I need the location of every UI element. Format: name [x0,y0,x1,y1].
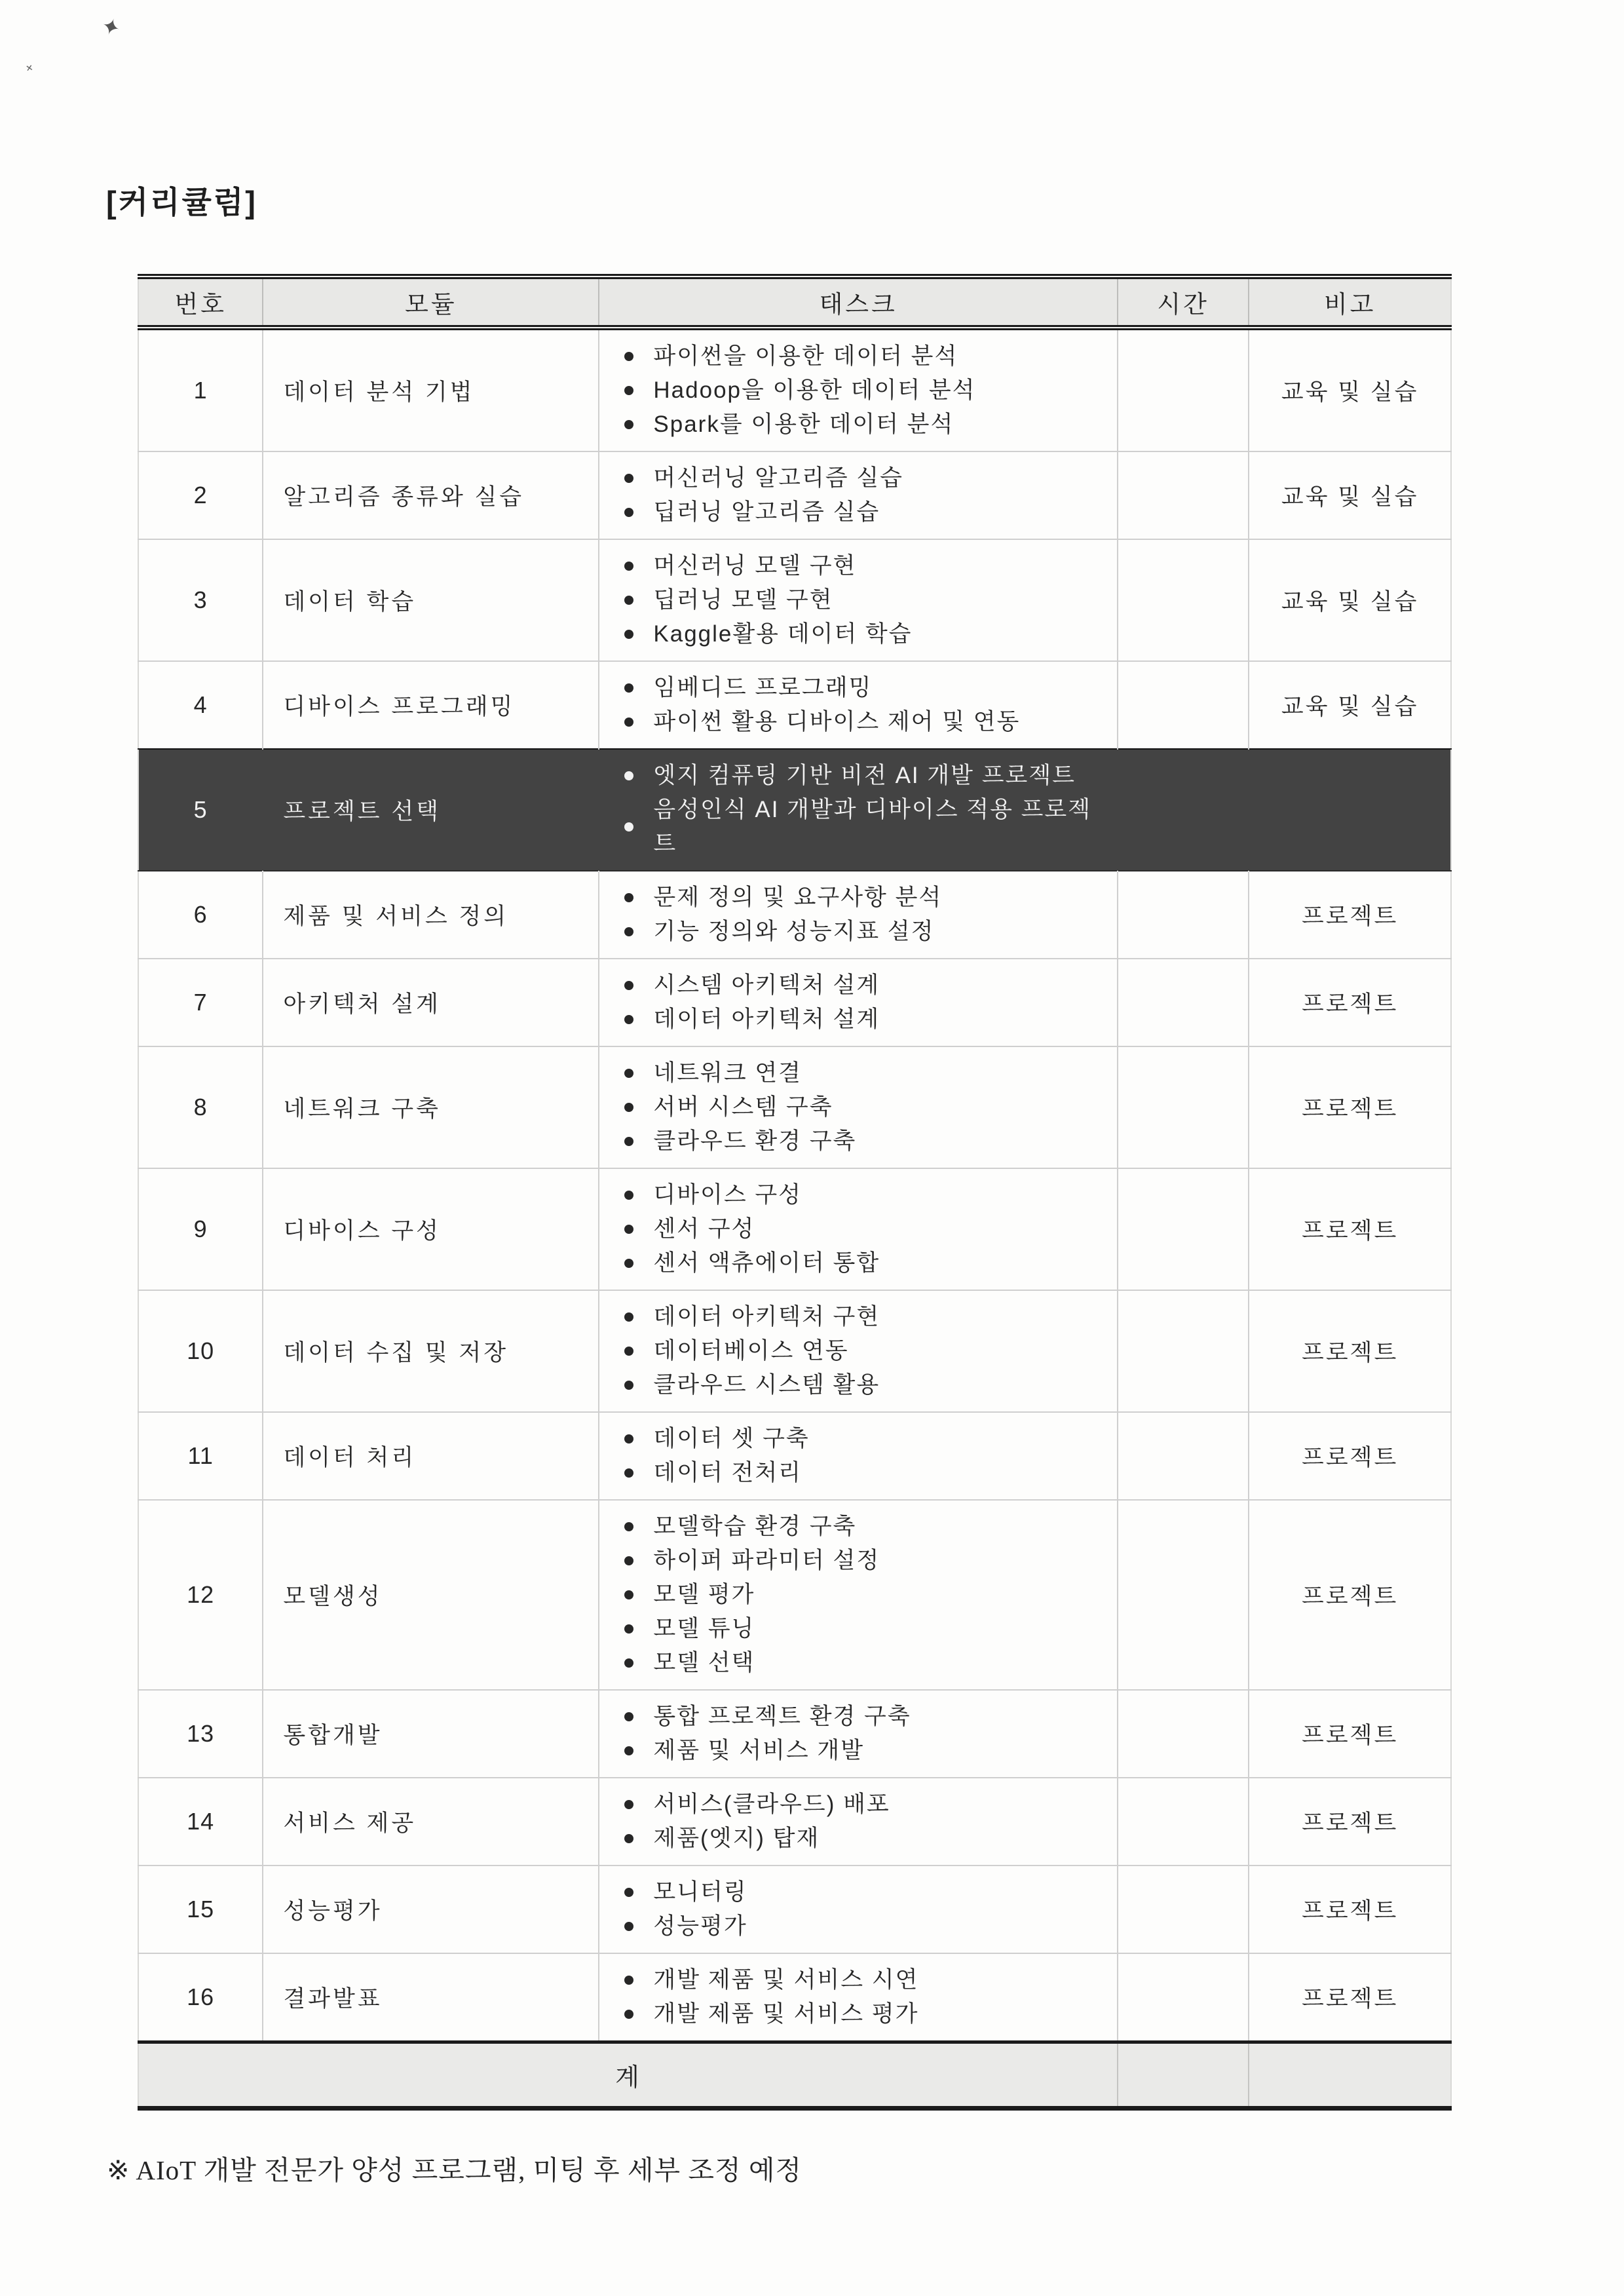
hours-cell [1118,539,1249,661]
bullet-icon [624,1522,633,1531]
task-list-cell [599,1168,1118,1290]
task-text: 데이터 아키텍처 구현 [653,1304,880,1330]
task-text: Kaggle활용 데이터 학습 [653,621,913,647]
table-row [138,451,1451,539]
task-item [622,671,1110,705]
scan-artifact-speck: ˟ [26,62,35,81]
bullet-icon [624,1347,633,1356]
row-number-cell: 2 [138,451,263,539]
task-text: 하이퍼 파라미터 설정 [653,1548,880,1573]
bullet-icon [624,386,633,395]
module-cell: 결과발표 [263,1953,599,2042]
module-cell: 제품 및 서비스 정의 [263,871,599,959]
module-cell: 디바이스 구성 [263,1168,599,1290]
total-row [138,2042,1451,2109]
col-header-number: 번호 [138,277,263,328]
task-text: 데이터베이스 연동 [653,1338,849,1364]
row-number-cell: 5 [138,749,263,871]
task-text: 딥러닝 모델 구현 [653,587,833,613]
table-row [138,1866,1451,1953]
row-number-cell: 9 [138,1168,263,1290]
task-item [622,759,1110,793]
task-item [622,1368,1110,1402]
task-item [622,1246,1110,1280]
scan-artifact-speck: ✦ [98,12,124,43]
task-text: 데이터 셋 구축 [653,1426,810,1451]
table-row [138,1046,1451,1168]
task-text: 임베디드 프로그래밍 [653,675,873,700]
task-item [622,373,1110,408]
module-cell: 아키텍처 설계 [263,959,599,1046]
module-cell: 통합개발 [263,1690,599,1778]
table-row [138,328,1451,451]
task-text: 성능평가 [653,1913,747,1939]
module-cell: 네트워크 구축 [263,1046,599,1168]
bullet-icon [624,1312,633,1322]
task-item [622,461,1110,495]
table-row [138,1168,1451,1290]
bullet-icon [624,771,633,780]
row-number-cell: 1 [193,377,208,404]
module-cell: 서비스 제공 [263,1778,599,1866]
note-cell: 프로젝트 [1249,1168,1451,1290]
task-text: 머신러닝 알고리즘 실습 [653,465,903,491]
task-item [622,495,1110,529]
task-text: 통합 프로젝트 환경 구축 [653,1704,911,1729]
task-list-cell [599,1953,1118,2042]
task-list-cell [599,1412,1118,1500]
task-item [622,1700,1110,1734]
task-list-cell [599,959,1118,1046]
task-text: 제품(엣지) 탑재 [653,1826,820,1851]
task-text: 시스템 아키텍처 설계 [653,972,880,998]
task-list-cell [599,661,1118,749]
table-row [138,539,1451,661]
table-row [138,661,1451,749]
task-list-cell [599,1866,1118,1953]
table-header [138,277,1451,328]
module-cell: 데이터 학습 [263,539,599,661]
note-cell: 프로젝트 [1249,1690,1451,1778]
task-list-cell [599,539,1118,661]
task-item [622,1300,1110,1334]
row-number-cell: 7 [138,959,263,1046]
task-item [622,1646,1110,1680]
task-list-cell [599,1500,1118,1690]
task-text: 모델학습 환경 구축 [653,1514,857,1539]
task-text: 제품 및 서비스 개발 [653,1738,865,1763]
bullet-icon [624,718,633,727]
hours-cell [1118,661,1249,749]
task-item [622,549,1110,583]
row-number-cell: 15 [138,1866,263,1953]
bullet-icon [624,562,633,571]
task-item [622,1875,1110,1909]
note-cell: 프로젝트 [1249,1290,1451,1412]
bullet-icon [624,2010,633,2019]
task-list-cell [599,451,1118,539]
task-text: 머신러닝 모델 구현 [653,553,857,579]
table-row [138,871,1451,959]
note-cell: 프로젝트 [1249,959,1451,1046]
module-cell: 디바이스 프로그래밍 [263,661,599,749]
bullet-icon [624,1069,633,1078]
task-text: 클라우드 시스템 활용 [653,1372,880,1398]
task-item [622,583,1110,617]
header-row [138,277,1451,328]
row-number-cell: 8 [138,1046,263,1168]
row-number-cell: 11 [138,1412,263,1500]
task-text: 기능 정의와 성능지표 설정 [653,919,935,944]
table-row [138,749,1451,871]
hours-cell [1118,451,1249,539]
hours-cell [1118,328,1249,451]
table-row [138,1412,1451,1500]
task-item [622,793,1110,861]
task-item [622,1578,1110,1612]
bullet-icon [624,352,633,361]
note-cell: 교육 및 실습 [1249,328,1451,451]
total-note-cell [1249,2042,1451,2109]
task-text: 모델 평가 [653,1582,755,1607]
row-number-cell: 13 [138,1690,263,1778]
task-item [622,1997,1110,2031]
table-row [138,1778,1451,1866]
bullet-icon [624,1191,633,1200]
task-item [622,1422,1110,1456]
module-cell: 모델생성 [263,1500,599,1690]
task-text: 디바이스 구성 [653,1182,802,1208]
row-number-cell: 16 [138,1953,263,2042]
task-item [622,1056,1110,1090]
row-number-cell: 4 [138,661,263,749]
bullet-icon [624,1468,633,1478]
bullet-icon [624,1259,633,1268]
task-item [622,1822,1110,1856]
note-cell: 프로젝트 [1249,1866,1451,1953]
bullet-icon [624,1015,633,1024]
task-text: 데이터 아키텍처 설계 [653,1006,880,1032]
bullet-icon [624,420,633,429]
hours-cell [1118,1953,1249,2042]
row-number-cell: 6 [138,871,263,959]
hours-cell [1118,1500,1249,1690]
hours-cell [1118,1690,1249,1778]
task-text: 딥러닝 알고리즘 실습 [653,499,880,525]
module-cell: 데이터 분석 기법 [263,328,599,451]
curriculum-table [138,274,1452,2111]
table-row [138,959,1451,1046]
table-row [138,1500,1451,1690]
total-label-cell: 계 [138,2042,1118,2109]
col-header-hours: 시간 [1118,277,1249,328]
task-item [622,1456,1110,1490]
task-item [622,1544,1110,1578]
bullet-icon [624,1624,633,1634]
task-text: 서비스(클라우드) 배포 [653,1791,890,1817]
task-text: 데이터 전처리 [653,1460,802,1485]
col-header-module: 모듈 [263,277,599,328]
bullet-icon [624,630,633,639]
hours-cell [1118,1046,1249,1168]
module-cell: 데이터 처리 [263,1412,599,1500]
bullet-icon [624,822,633,832]
hours-cell [1118,1290,1249,1412]
col-header-note: 비고 [1249,277,1451,328]
note-cell: 교육 및 실습 [1249,661,1451,749]
task-text: 개발 제품 및 서비스 평가 [653,2001,919,2027]
task-text: Spark를 이용한 데이터 분석 [653,411,954,437]
hours-cell [1118,1412,1249,1500]
task-item [622,1090,1110,1124]
bullet-icon [624,1103,633,1112]
task-item [622,705,1110,739]
task-text: Hadoop을 이용한 데이터 분석 [653,377,976,403]
task-text: 음성인식 AI 개발과 디바이스 적용 프로젝트 [653,797,1092,856]
task-list-cell [599,1046,1118,1168]
task-list-cell [599,749,1118,871]
hours-cell [1118,959,1249,1046]
task-text: 센서 구성 [653,1216,755,1242]
footnote: ※ AIoT 개발 전문가 양성 프로그램, 미팅 후 세부 조정 예정 [107,2155,803,2185]
task-text: 클라우드 환경 구축 [653,1128,857,1154]
note-cell: 프로젝트 [1249,1046,1451,1168]
note-cell: 교육 및 실습 [1249,451,1451,539]
task-item [622,915,1110,949]
table-body [138,328,1451,2042]
task-text: 엣지 컴퓨팅 기반 비전 AI 개발 프로젝트 [653,763,1076,788]
task-item [622,1124,1110,1158]
note-cell: 프로젝트 [1249,1412,1451,1500]
task-text: 파이썬 활용 디바이스 제어 및 연동 [653,709,1021,735]
note-cell: 프로젝트 [1249,1500,1451,1690]
task-item [622,1510,1110,1544]
task-item [622,1734,1110,1768]
task-item [622,1788,1110,1822]
note-cell: 프로젝트 [1249,1778,1451,1866]
bullet-icon [624,981,633,990]
bullet-icon [624,1976,633,1985]
note-cell [1249,749,1451,871]
bullet-icon [624,1922,633,1931]
task-list-cell [599,328,1118,451]
hours-cell [1118,1866,1249,1953]
task-item [622,1963,1110,1997]
task-item [622,1909,1110,1943]
task-list-cell [599,1290,1118,1412]
note-cell: 교육 및 실습 [1249,539,1451,661]
bullet-icon [624,474,633,483]
total-hours-cell [1118,2042,1249,2109]
task-text: 센서 액츄에이터 통합 [653,1250,880,1276]
row-number-cell: 3 [138,539,263,661]
row-number-cell: 10 [138,1290,263,1412]
note-cell: 프로젝트 [1249,871,1451,959]
task-text: 네트워크 연결 [653,1060,802,1086]
task-item [622,617,1110,651]
bullet-icon [624,1590,633,1599]
table-row [138,1953,1451,2042]
note-cell: 프로젝트 [1249,1953,1451,2042]
row-number-cell: 12 [138,1500,263,1690]
table-row [138,1290,1451,1412]
bullet-icon [624,1381,633,1390]
bullet-icon [624,1834,633,1843]
bullet-icon [624,1888,633,1897]
task-item [622,968,1110,1003]
bullet-icon [624,1225,633,1234]
hours-cell [1118,871,1249,959]
task-list-cell [599,1778,1118,1866]
col-header-task: 태스크 [599,277,1118,328]
bullet-icon [624,1800,633,1809]
hours-cell [1118,1778,1249,1866]
task-item [622,1612,1110,1646]
bullet-icon [624,508,633,517]
bullet-icon [624,1712,633,1721]
task-text: 파이썬을 이용한 데이터 분석 [653,343,958,369]
task-text: 서버 시스템 구축 [653,1094,833,1120]
task-list-cell [599,871,1118,959]
task-text: 모니터링 [653,1879,747,1905]
hours-cell [1118,749,1249,871]
table-footer [138,2042,1451,2109]
task-item [622,881,1110,915]
task-list-cell [599,1690,1118,1778]
module-cell: 알고리즘 종류와 실습 [263,451,599,539]
bullet-icon [624,683,633,693]
row-number-cell: 14 [138,1778,263,1866]
bullet-icon [624,1658,633,1668]
task-item [622,1334,1110,1368]
bullet-icon [624,1137,633,1146]
task-item [622,1212,1110,1246]
bullet-icon [624,1746,633,1755]
task-text: 문제 정의 및 요구사항 분석 [653,885,943,910]
module-cell: 프로젝트 선택 [263,749,599,871]
bullet-icon [624,893,633,902]
bullet-icon [624,1434,633,1444]
task-item [622,408,1110,442]
task-item [622,1003,1110,1037]
task-item [622,1178,1110,1212]
task-item [622,339,1110,373]
content-area [107,274,1452,2187]
bullet-icon [624,927,633,936]
task-text: 개발 제품 및 서비스 시연 [653,1967,919,1993]
bullet-icon [624,596,633,605]
module-cell: 데이터 수집 및 저장 [263,1290,599,1412]
module-cell: 성능평가 [263,1866,599,1953]
task-text: 모델 선택 [653,1650,755,1675]
table-row [138,1690,1451,1778]
task-text: 모델 튜닝 [653,1616,755,1641]
hours-cell [1118,1168,1249,1290]
bullet-icon [624,1556,633,1565]
page-title: [커리큘럼] [106,185,257,220]
